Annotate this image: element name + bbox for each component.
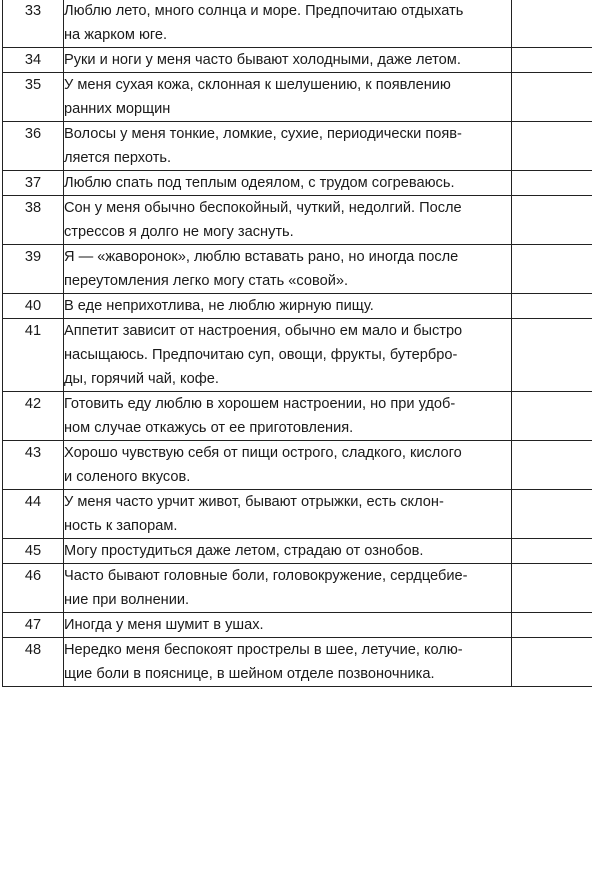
question-number-cell bbox=[3, 638, 64, 687]
question-text-line: насыщаюсь. Предпочитаю суп, овощи, фрукты, бутербро- bbox=[64, 347, 458, 363]
question-number: 43 bbox=[24, 445, 42, 461]
answer-cell[interactable] bbox=[512, 319, 592, 392]
question-number: 45 bbox=[24, 543, 42, 559]
question-text-line: Часто бывают головные боли, головокружение, сердцебие- bbox=[64, 568, 468, 584]
question-text-cell bbox=[64, 196, 512, 245]
question-text-line: ном случае откажусь от ее приготовления. bbox=[64, 420, 354, 436]
question-number-cell bbox=[3, 48, 64, 73]
question-text-line: щие боли в пояснице, в шейном отделе позвоночника. bbox=[64, 666, 435, 682]
answer-cell[interactable] bbox=[512, 392, 592, 441]
question-number: 47 bbox=[24, 617, 42, 633]
question-text-cell bbox=[64, 73, 512, 122]
question-text-cell bbox=[64, 564, 512, 613]
answer-cell[interactable] bbox=[512, 490, 592, 539]
question-text-line: Люблю спать под теплым одеялом, с трудом согреваюсь. bbox=[64, 175, 455, 191]
question-number: 34 bbox=[24, 52, 42, 68]
answer-cell[interactable] bbox=[512, 171, 592, 196]
question-text-cell bbox=[64, 48, 512, 73]
answer-cell[interactable] bbox=[512, 122, 592, 171]
question-text-cell bbox=[64, 294, 512, 319]
question-number: 40 bbox=[24, 298, 42, 314]
question-text-cell bbox=[64, 490, 512, 539]
question-number: 42 bbox=[24, 396, 42, 412]
question-number-cell bbox=[3, 294, 64, 319]
answer-cell[interactable] bbox=[512, 48, 592, 73]
question-text-cell bbox=[64, 441, 512, 490]
question-text-line: ность к запорам. bbox=[64, 518, 178, 534]
questionnaire-table bbox=[2, 0, 592, 687]
table-row bbox=[3, 73, 592, 122]
question-text-line: ляется перхоть. bbox=[64, 150, 172, 166]
answer-cell[interactable] bbox=[512, 539, 592, 564]
question-text-cell bbox=[64, 392, 512, 441]
question-text-line: Хорошо чувствую себя от пищи острого, сладкого, кислого bbox=[64, 445, 462, 461]
question-number: 38 bbox=[24, 200, 42, 216]
table-row bbox=[3, 441, 592, 490]
question-number-cell bbox=[3, 122, 64, 171]
table-row bbox=[3, 613, 592, 638]
question-number-cell bbox=[3, 319, 64, 392]
question-number-cell bbox=[3, 441, 64, 490]
question-text-line: Люблю лето, много солнца и море. Предпочитаю отдыхать bbox=[64, 3, 464, 19]
question-text-cell bbox=[64, 613, 512, 638]
question-text-cell bbox=[64, 319, 512, 392]
question-text-cell bbox=[64, 0, 512, 48]
table-row bbox=[3, 638, 592, 687]
answer-cell[interactable] bbox=[512, 638, 592, 687]
question-text-line: Могу простудиться даже летом, страдаю от ознобов. bbox=[64, 543, 424, 559]
answer-cell[interactable] bbox=[512, 441, 592, 490]
question-text-line: стрессов я долго не могу заснуть. bbox=[64, 224, 294, 240]
question-text-line: ние при волнении. bbox=[64, 592, 190, 608]
question-number: 37 bbox=[24, 175, 42, 191]
table-row bbox=[3, 564, 592, 613]
table-row bbox=[3, 294, 592, 319]
question-text-line: Аппетит зависит от настроения, обычно ем мало и быстро bbox=[64, 323, 463, 339]
table-row bbox=[3, 490, 592, 539]
question-number-cell bbox=[3, 196, 64, 245]
answer-cell[interactable] bbox=[512, 196, 592, 245]
question-text-line: Иногда у меня шумит в ушах. bbox=[64, 617, 264, 633]
question-number: 33 bbox=[24, 3, 42, 19]
question-text-line: Нередко меня беспокоят прострелы в шее, летучие, колю- bbox=[64, 642, 463, 658]
question-number-cell bbox=[3, 490, 64, 539]
question-text-line: переутомления легко могу стать «совой». bbox=[64, 273, 349, 289]
question-text-line: на жарком юге. bbox=[64, 27, 168, 43]
table-row bbox=[3, 171, 592, 196]
question-text-cell bbox=[64, 539, 512, 564]
question-text-cell bbox=[64, 122, 512, 171]
question-number-cell bbox=[3, 0, 64, 48]
question-number: 36 bbox=[24, 126, 42, 142]
question-text-line: В еде неприхотлива, не люблю жирную пищу. bbox=[64, 298, 374, 314]
answer-cell[interactable] bbox=[512, 73, 592, 122]
table-row bbox=[3, 539, 592, 564]
table-row bbox=[3, 392, 592, 441]
question-text-line: ды, горячий чай, кофе. bbox=[64, 371, 219, 387]
question-number-cell bbox=[3, 171, 64, 196]
question-text-line: Руки и ноги у меня часто бывают холодными, даже летом. bbox=[64, 52, 461, 68]
question-number: 39 bbox=[24, 249, 42, 265]
question-number-cell bbox=[3, 613, 64, 638]
table-row bbox=[3, 196, 592, 245]
question-text-line: ранних морщин bbox=[64, 101, 171, 117]
table-row bbox=[3, 0, 592, 48]
answer-cell[interactable] bbox=[512, 0, 592, 48]
question-text-line: Сон у меня обычно беспокойный, чуткий, недолгий. После bbox=[64, 200, 462, 216]
question-number: 41 bbox=[24, 323, 42, 339]
answer-cell[interactable] bbox=[512, 564, 592, 613]
answer-cell[interactable] bbox=[512, 245, 592, 294]
question-text-line: У меня часто урчит живот, бывают отрыжки, есть склон- bbox=[64, 494, 444, 510]
questionnaire-rows bbox=[3, 0, 592, 687]
question-number: 46 bbox=[24, 568, 42, 584]
table-row bbox=[3, 245, 592, 294]
question-text-cell bbox=[64, 245, 512, 294]
question-number-cell bbox=[3, 392, 64, 441]
question-text-line: Готовить еду люблю в хорошем настроении, но при удоб- bbox=[64, 396, 456, 412]
question-text-line: Волосы у меня тонкие, ломкие, сухие, периодически появ- bbox=[64, 126, 462, 142]
question-number-cell bbox=[3, 564, 64, 613]
question-number: 44 bbox=[24, 494, 42, 510]
question-text-line: и соленого вкусов. bbox=[64, 469, 191, 485]
question-text-cell bbox=[64, 638, 512, 687]
question-number-cell bbox=[3, 539, 64, 564]
question-number-cell bbox=[3, 245, 64, 294]
question-text-cell bbox=[64, 171, 512, 196]
question-number: 48 bbox=[24, 642, 42, 658]
question-text-line: У меня сухая кожа, склонная к шелушению, к появлению bbox=[64, 77, 451, 93]
question-number: 35 bbox=[24, 77, 42, 93]
table-row bbox=[3, 319, 592, 392]
question-text-line: Я — «жаворонок», люблю вставать рано, но иногда после bbox=[64, 249, 459, 265]
answer-cell[interactable] bbox=[512, 294, 592, 319]
answer-cell[interactable] bbox=[512, 613, 592, 638]
question-number-cell bbox=[3, 73, 64, 122]
table-row bbox=[3, 122, 592, 171]
table-row bbox=[3, 48, 592, 73]
